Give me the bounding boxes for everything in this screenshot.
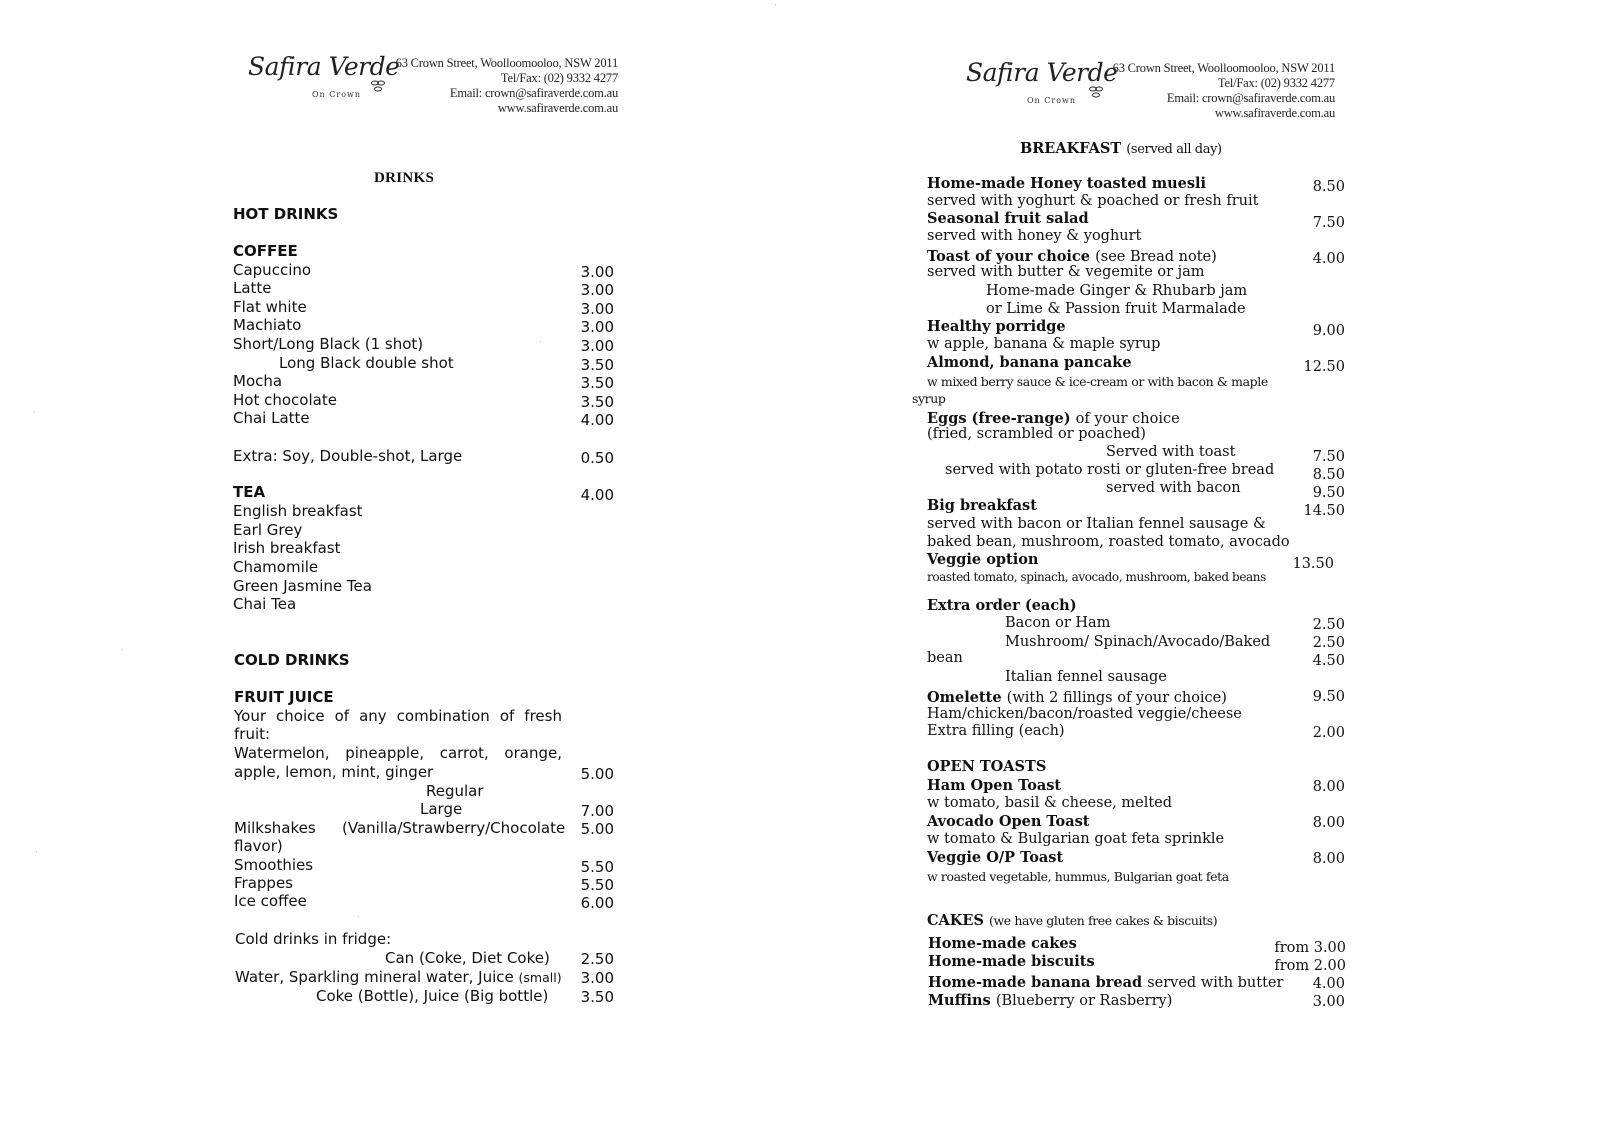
menu-item-price: 8.00 (1312, 779, 1345, 795)
juice-word: Your (234, 707, 267, 725)
menu-item-note: (Blueberry or Rasberry) (995, 993, 1173, 1009)
milkshakes-price: 5.00 (580, 820, 614, 838)
coffee-item-name: Hot chocolate (233, 391, 337, 409)
menu-item-price: from 3.00 (1274, 940, 1346, 956)
coffee-heading: COFFEE (233, 242, 298, 260)
milkshakes-flavors-cont: flavor) (234, 837, 283, 855)
menu-item-price: 2.50 (1312, 635, 1345, 651)
fruit-juice-heading: FRUIT JUICE (234, 688, 334, 706)
menu-item-desc: syrup (912, 391, 946, 406)
juice-word: of (499, 707, 515, 725)
coffee-item-price: 3.50 (580, 356, 614, 374)
menu-item-name: Home-made Honey toasted muesli (927, 175, 1207, 192)
banana-bread-row (928, 972, 1283, 991)
menu-item-desc: served with yoghurt & poached or fresh fruit (927, 193, 1259, 209)
menu-item-price: 7.50 (1312, 449, 1345, 465)
leaf-icon (1088, 83, 1104, 99)
cakes-heading: CAKES (927, 912, 984, 929)
fridge-can-price: 2.50 (580, 950, 614, 968)
scan-speck (36, 851, 37, 852)
menu-item-desc: Home-made Ginger & Rhubarb jam (986, 283, 1248, 299)
tea-item: Earl Grey (233, 521, 303, 539)
ice-coffee-price: 6.00 (580, 894, 614, 912)
website-link[interactable]: www.safiraverde.com.au (1214, 106, 1335, 120)
menu-item-desc: served with butter & vegemite or jam (927, 264, 1205, 280)
menu-item-desc: served with honey & yoghurt (927, 228, 1142, 244)
omelette-row (927, 687, 1227, 706)
menu-item-name: Avocado Open Toast (927, 813, 1090, 830)
coffee-extra-price: 0.50 (580, 449, 614, 467)
tea-item: Chai Tea (233, 595, 297, 613)
coffee-item-price: 3.50 (580, 374, 614, 392)
coffee-item-name: Latte (233, 279, 272, 297)
menu-item-desc: w roasted vegetable, hummus, Bulgarian goat feta (927, 869, 1229, 884)
menu-item-desc: Extra filling (each) (927, 723, 1065, 739)
open-toasts-heading: OPEN TOASTS (927, 758, 1047, 775)
extra-order-heading: Extra order (each) (927, 597, 1077, 614)
contact-block-left (396, 56, 618, 116)
juice-fruit-line (234, 744, 562, 762)
fridge-bottle: Coke (Bottle), Juice (Big bottle) (316, 987, 549, 1005)
logo-wordmark: Safira Verde (248, 52, 400, 81)
menu-item-name: Almond, banana pancake (927, 354, 1132, 371)
juice-word: choice (276, 707, 325, 725)
coffee-item-price: 3.50 (580, 393, 614, 411)
tea-item: English breakfast (233, 502, 363, 520)
scan-speck (122, 649, 123, 650)
menu-item-desc: roasted tomato, spinach, avocado, mushroom, baked beans (927, 570, 1266, 584)
menu-item-note: (with 2 fillings of your choice) (1006, 690, 1227, 706)
fridge-bottle-price: 3.50 (580, 988, 614, 1006)
eggs-option: served with potato rosti or gluten-free bread (945, 462, 1275, 478)
menu-item-name: Healthy porridge (927, 318, 1066, 335)
menu-item-name: Home-made cakes (928, 935, 1077, 952)
juice-large-price: 7.00 (580, 802, 614, 820)
logo-wordmark: Safira Verde (966, 58, 1118, 87)
coffee-item-name: Long Black double shot (279, 354, 454, 372)
scan-speck (540, 341, 541, 342)
menu-item-name: Eggs (free-range) (927, 410, 1071, 427)
menu-item-price: 12.50 (1303, 359, 1345, 375)
eggs-option: served with bacon (1106, 480, 1241, 496)
menu-item-price: 3.00 (1312, 994, 1345, 1010)
extra-item-cont: bean (927, 650, 963, 666)
menu-item-price: 8.00 (1312, 815, 1345, 831)
menu-item-name: Veggie O/P Toast (927, 849, 1064, 866)
juice-large-label: Large (420, 800, 463, 818)
menu-item-price: 2.00 (1312, 725, 1345, 741)
frappes-price: 5.50 (580, 876, 614, 894)
menu-item-price: 8.50 (1312, 467, 1345, 483)
menu-item-desc: Ham/chicken/bacon/roasted veggie/cheese (927, 706, 1242, 722)
coffee-item-price: 4.00 (580, 411, 614, 429)
menu-item-price: 9.50 (1312, 689, 1345, 705)
menu-item-name: Seasonal fruit salad (927, 210, 1089, 227)
leaf-icon (370, 77, 386, 93)
frappes-label: Frappes (234, 874, 293, 892)
menu-item-desc: served with bacon or Italian fennel sausage & (927, 516, 1266, 532)
menu-item-price: from 2.00 (1274, 958, 1346, 974)
menu-item-price: 2.50 (1312, 617, 1345, 633)
fridge-water (235, 968, 562, 986)
menu-item-desc: w apple, banana & maple syrup (927, 336, 1161, 352)
coffee-extra: Extra: Soy, Double-shot, Large (233, 447, 463, 465)
menu-item-price: 4.00 (1312, 976, 1345, 992)
coffee-item-price: 3.00 (580, 263, 614, 281)
email-link[interactable]: Email: crown@safiraverde.com.au (1166, 91, 1335, 105)
menu-item-price: 7.50 (1312, 215, 1345, 231)
logo-tagline: On Crown (312, 90, 362, 99)
email-link[interactable]: Email: crown@safiraverde.com.au (449, 86, 618, 100)
juice-word: Watermelon, (234, 744, 330, 762)
website-link[interactable]: www.safiraverde.com.au (497, 101, 618, 115)
telfax-text: Tel/Fax: (02) 9332 4277 (500, 71, 618, 85)
smoothies-label: Smoothies (234, 856, 314, 874)
menu-item-price: 13.50 (1292, 556, 1334, 572)
coffee-item-name: Machiato (233, 316, 302, 334)
menu-item-name: Ham Open Toast (927, 777, 1062, 794)
menu-item-desc: w tomato, basil & cheese, melted (927, 795, 1173, 811)
menu-item-price: 8.50 (1312, 179, 1345, 195)
menu-item-price: 8.00 (1312, 851, 1345, 867)
tea-heading: TEA (233, 483, 266, 501)
cakes-note: (we have gluten free cakes & biscuits) (989, 913, 1218, 928)
cakes-heading-row (927, 910, 1217, 929)
juice-regular-price: 5.00 (580, 765, 614, 783)
coffee-item-name: Mocha (233, 372, 283, 390)
menu-item-name: Big breakfast (927, 497, 1037, 514)
cold-drinks-heading: COLD DRINKS (234, 651, 350, 669)
extra-item: Bacon or Ham (1005, 615, 1111, 631)
extra-item: Mushroom/ Spinach/Avocado/Baked (1005, 634, 1271, 650)
tea-item: Green Jasmine Tea (233, 577, 372, 595)
juice-regular-label: Regular (426, 782, 484, 800)
scan-speck (775, 4, 776, 5)
fridge-water-price: 3.00 (580, 969, 614, 987)
toast-row (927, 246, 1217, 265)
menu-item-name: Muffins (928, 992, 991, 1009)
breakfast-subtitle: (served all day) (1126, 142, 1222, 157)
menu-item-desc: w mixed berry sauce & ice-cream or with bacon & maple (927, 374, 1268, 389)
coffee-item-price: 3.00 (580, 337, 614, 355)
menu-item-desc: baked bean, mushroom, roasted tomato, avocado (927, 534, 1290, 550)
muffins-row (928, 990, 1172, 1009)
menu-item-name: Home-made biscuits (928, 953, 1095, 970)
eggs-option: Served with toast (1106, 444, 1236, 460)
breakfast-title-row (1020, 138, 1222, 157)
menu-item-price: 4.00 (1312, 251, 1345, 267)
juice-word: combination (396, 707, 490, 725)
coffee-item-price: 3.00 (580, 281, 614, 299)
tea-item: Irish breakfast (233, 539, 341, 557)
menu-item-note: of your choice (1075, 411, 1180, 427)
coffee-item-name: Flat white (233, 298, 307, 316)
coffee-item-name: Capuccino (233, 261, 312, 279)
breakfast-title: BREAKFAST (1020, 140, 1122, 157)
address-text: 63 Crown Street, Woolloomooloo, NSW 2011 (1112, 61, 1335, 75)
hot-drinks-heading: HOT DRINKS (233, 205, 339, 223)
logo-tagline: On Crown (1027, 96, 1077, 105)
fridge-water-size: (small) (518, 970, 562, 985)
menu-item-desc: or Lime & Passion fruit Marmalade (986, 301, 1246, 317)
menu-item-price: 9.50 (1312, 485, 1345, 501)
menu-item-desc: (fried, scrambled or poached) (927, 426, 1146, 442)
coffee-item-name: Chai Latte (233, 409, 310, 427)
menu-item-name: Toast of your choice (927, 248, 1090, 265)
menu-item-name: Home-made banana bread (928, 974, 1143, 991)
coffee-item-price: 3.00 (580, 318, 614, 336)
tea-item: Chamomile (233, 558, 319, 576)
juice-word: of (334, 707, 350, 725)
fridge-heading: Cold drinks in fridge: (235, 930, 392, 948)
coffee-item-name: Short/Long Black (1 shot) (233, 335, 424, 353)
juice-desc-line (234, 707, 562, 725)
menu-item-desc: w tomato & Bulgarian goat feta sprinkle (927, 831, 1225, 847)
fridge-can: Can (Coke, Diet Coke) (385, 949, 550, 967)
menu-item-price: 14.50 (1303, 503, 1345, 519)
juice-word: orange, (504, 744, 562, 762)
menu-item-price: 9.00 (1312, 323, 1345, 339)
menu-item-name: Omelette (927, 689, 1002, 706)
juice-fruit-line: apple, lemon, mint, ginger (234, 763, 434, 781)
eggs-row (927, 408, 1180, 427)
scan-speck (34, 412, 35, 413)
juice-word: carrot, (439, 744, 489, 762)
menu-item-note: (see Bread note) (1095, 249, 1217, 265)
juice-word: fresh (524, 707, 562, 725)
menu-item-note: served with butter (1147, 975, 1284, 991)
juice-word: any (359, 707, 387, 725)
scan-speck (358, 916, 359, 917)
tea-price: 4.00 (580, 486, 614, 504)
fridge-water-text: Water, Sparkling mineral water, Juice (235, 968, 514, 986)
juice-word: pineapple, (345, 744, 425, 762)
milkshakes-flavors: (Vanilla/Strawberry/Chocolate (342, 819, 566, 837)
coffee-item-price: 3.00 (580, 300, 614, 318)
drinks-title: DRINKS (374, 170, 435, 186)
ice-coffee-label: Ice coffee (234, 892, 307, 910)
address-text: 63 Crown Street, Woolloomooloo, NSW 2011 (395, 56, 618, 70)
menu-item-price: 4.50 (1312, 653, 1345, 669)
telfax-text: Tel/Fax: (02) 9332 4277 (1217, 76, 1335, 90)
smoothies-price: 5.50 (580, 858, 614, 876)
milkshakes-label: Milkshakes (234, 819, 316, 837)
juice-desc-line: fruit: (234, 725, 271, 743)
contact-block-right (1113, 61, 1335, 121)
extra-item: Italian fennel sausage (1005, 669, 1167, 685)
menu-item-name: Veggie option (927, 551, 1039, 568)
